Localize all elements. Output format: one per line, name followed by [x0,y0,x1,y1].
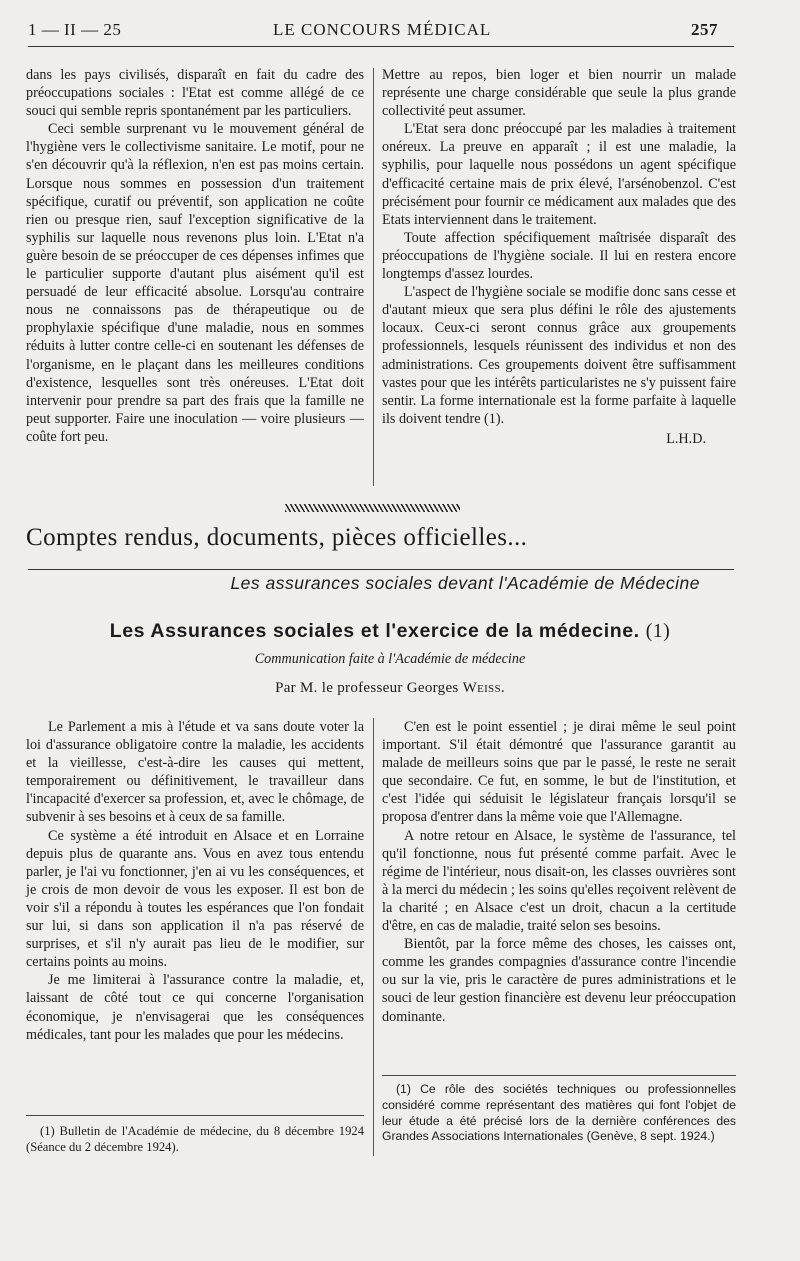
footnote-right [382,1082,736,1145]
paragraph: dans les pays civilisés, disparaît en fait du cadre des préoccupations sociales : l'Etat est comme allégé de ce souci qui semble repris spontanément par les particuliers. [26,67,364,120]
paragraph: Je me limiterai à l'assurance contre la maladie, et, laissant de côté tout ce qui concerne l'organisation économique, je n'envisagerai que les conséquences médicales, tant pour les malades que pour les médecins. [26,972,364,1043]
paragraph: C'en est le point essentiel ; je dirai même le seul point important. S'il était démontré que l'assurance garantit au malade de meilleurs soins que par le passé, le reste ne serait que secondaire. Ce fut, en somme, le but de l'institution, et c'est l'idée qui séduisit le législateur français lorsqu'il se proposa d'entrer dans la même voie que l'Allemagne. [382,719,736,826]
paragraph: Toute affection spécifiquement maîtrisée disparaît des préoccupations de l'hygiène sociale. Il lui en restera encore longtemps d'assez lourdes. [382,229,736,283]
header-rule [28,46,734,47]
footnote-left [26,1124,364,1155]
article-title-text: Les Assurances sociales et l'exercice de la médecine. [109,620,640,642]
footnote-rule [382,1075,736,1076]
footnote-text: (1) Ce rôle des sociétés techniques ou professionnelles considéré comme représentant des matières qui font l'objet de leur étude a été précisé lors de la dernière conférences des Grandes Associations Internationales (Genève, 8 sept. 1924.) [382,1082,736,1144]
issue-reference: 1 — II — 25 [28,20,122,39]
bottom-right-column [382,718,736,1026]
paragraph: Le Parlement a mis à l'étude et va sans doute voter la loi d'assurance obligatoire contre la maladie, les accidents et la vieillesse, c'est-à-dire les causes qui mettent, temporairement ou définitivement, le travailleur dans l'incapacité d'exercer sa profession, et, avec le chômage, de subvenir à ses besoins et à ceux de sa famille. [26,719,364,826]
article-title-note: (1) [645,621,671,642]
section-title: Comptes rendus, documents, pièces officielles... [26,524,528,551]
paragraph: L'aspect de l'hygiène sociale se modifie donc sans cesse et d'autant mieux que sera plus défini le rôle des ajustements locaux. Ceux-ci seront connus grâce aux groupements professionnels, lesquels réunissent des individus et non des administrations. Ces groupements doivent être suffisamment vastes pour que les intérêts particularistes ne s'y puissent faire sentir. La forme internationale est la forme parfaite à laquelle ils doivent tendre (1). [382,284,736,427]
signature: L.H.D. [666,430,706,447]
column-divider [373,718,374,1156]
bottom-left-column [26,718,364,1044]
page-number: 257 [691,20,718,39]
article-communication: Communication faite à l'Académie de médecine [254,651,526,667]
section-subtitle: Les assurances sociales devant l'Académie de Médecine [230,573,700,593]
byline-prefix: Par M. le professeur Georges [275,680,463,696]
paragraph: L'Etat sera donc préoccupé par les maladies à traitement onéreux. La preuve en apparaît ; il est une maladie, la syphilis, pour laquelle nous possédons un agent spécifique d'efficacité certaine mais de prix élevé, l'arsénobenzol. C'est précisément pour fournir ce médicament aux malades que des Etats interviennent dans le traitement. [382,121,736,228]
running-head [28,20,718,44]
article-title [40,620,740,643]
paragraph: A notre retour en Alsace, le système de l'assurance, tel qu'il fonctionne, nous fut présenté comme parfait. Avec le régime de l'intérieur, nous disait-on, les classes ouvrières sont à la merci du médecin ; les soins qu'elles reçoivent relèvent de la charité ; en Alsace c'est un droit, chacun a la certitude d'être, en cas de maladie, traité selon ses besoins. [382,827,736,935]
article-byline [40,680,740,697]
top-right-column [382,66,736,448]
journal-title: LE CONCOURS MÉDICAL [273,20,492,39]
author-name: Weiss. [462,680,505,696]
footnote-text: (1) Bulletin de l'Académie de médecine, du 8 décembre 1924 (Séance du 2 décembre 1924). [26,1124,364,1154]
section-ornament [285,504,460,512]
paragraph: Bientôt, par la force même des choses, les caisses ont, comme les grandes compagnies d'assurance contre l'incendie ou sur la vie, pris le caractère de pures administrations et le souci de leur gestion financière est devenu leur préoccupation dominante. [382,936,736,1025]
paragraph: Mettre au repos, bien loger et bien nourrir un malade représente une charge considérable que seule la plus grande collectivité peut assumer. [382,67,736,120]
paragraph: Ce système a été introduit en Alsace et en Lorraine depuis plus de quarante ans. Vous en avez tous entendu parler, je l'ai vu fonctionner, j'en ai vu les conséquences, et je crois de mon devoir de vous les exposer. Il est bon de voir s'il a répondu à toutes les espérances que l'on fondait sur lui, si dans son application il n'a pas réservé de surprises, et s'il n'y aurait pas lieu de le modifier, sur certains points au moins. [26,827,364,971]
section-rule [28,569,734,570]
paragraph: Ceci semble surprenant vu le mouvement général de l'hygiène vers le collectivisme sanitaire. Le motif, pour ne s'en découvrir qu'à la réflexion, n'en est pas moins certain. Lorsque nous sommes en possession d'un traitement spécifique, curatif ou préventif, son application ne coûte rien ou presque rien, sauf l'exception significative de la syphilis sur laquelle nous revenons plus loin. L'Etat n'a guère besoin de se préoccuper de ces dépenses infimes que le particulier supporte d'autant plus aisément qu'il est persuadé de leur efficacité absolue. Lorsqu'au contraire nous ne connaissons pas de thérapeutique ou de prophylaxie spécifique d'une maladie, nous en sommes réduits à lutter contre celle-ci en soutenant les défenses de l'organisme, en le plaçant dans les meilleures conditions d'existence, lesquelles sont très onéreuses. L'Etat doit intervenir pour prendre sa part des frais que la famille ne peut supporter. Faire une inoculation — voire plusieurs — coûte fort peu. [26,121,364,445]
top-left-column [26,66,364,446]
footnote-rule [26,1115,364,1116]
column-divider [373,68,374,486]
